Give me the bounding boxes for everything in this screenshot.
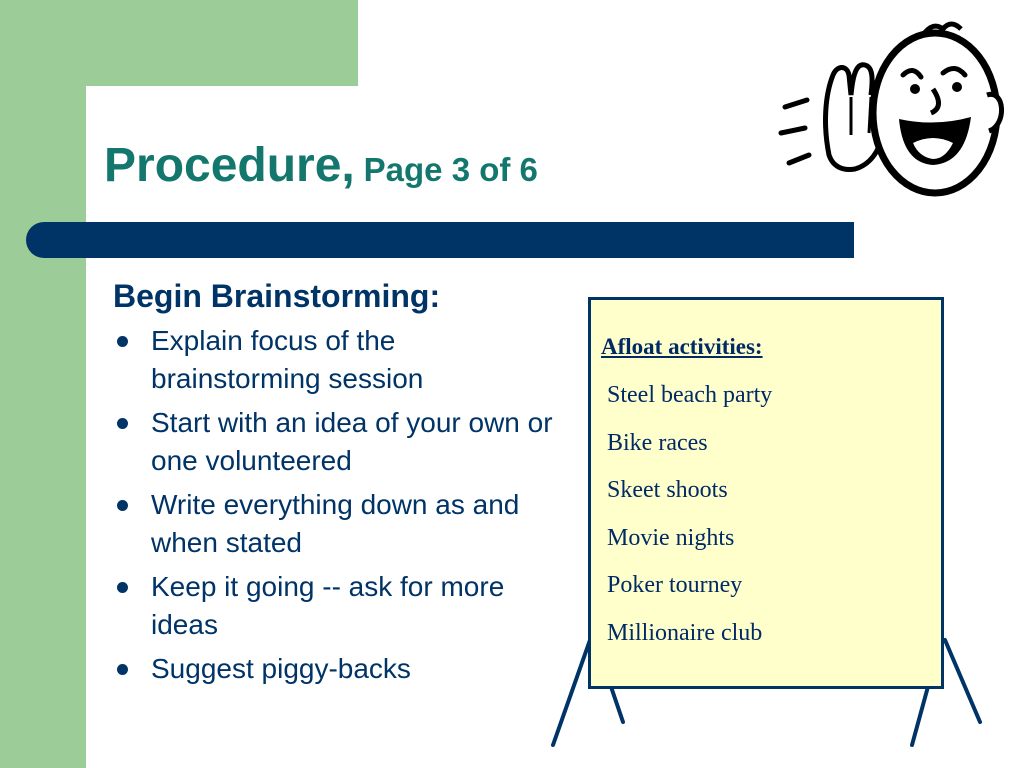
easel-board bbox=[588, 297, 944, 689]
easel-leg-left-outer bbox=[553, 640, 590, 745]
title-sub: Page 3 of 6 bbox=[363, 151, 538, 188]
board-item: Poker tourney bbox=[607, 572, 743, 598]
bullet-text: Write everything down as and when stated bbox=[151, 489, 520, 558]
bullet-text: Suggest piggy-backs bbox=[151, 653, 411, 684]
title-main: Procedure, bbox=[104, 139, 355, 192]
bullet-text: Explain focus of the brainstorming session bbox=[151, 325, 424, 394]
board-item: Millionaire club bbox=[607, 619, 763, 646]
board-item: Movie nights bbox=[607, 524, 735, 551]
board-item: Skeet shoots bbox=[607, 477, 728, 503]
board-item: Bike races bbox=[607, 429, 708, 456]
section-heading: Begin Brainstorming: bbox=[113, 278, 441, 314]
shouting-face-icon bbox=[775, 15, 1005, 200]
bullet-text: Start with an idea of your own or one volunteered bbox=[151, 407, 553, 476]
bullet-text: Keep it going -- ask for more ideas bbox=[151, 571, 505, 640]
board-heading: Afloat activities: bbox=[601, 334, 763, 359]
board-activity-list bbox=[607, 380, 772, 665]
board-item: Steel beach party bbox=[607, 382, 773, 408]
easel-leg-right-outer bbox=[945, 640, 980, 722]
